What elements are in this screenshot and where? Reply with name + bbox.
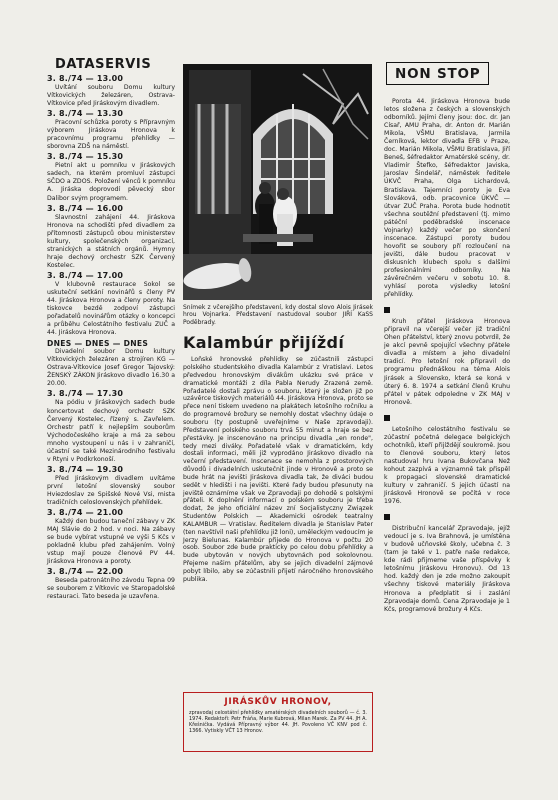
masthead-title: JIRÁSKŮV HRONOV, bbox=[224, 697, 332, 707]
schedule-entry bbox=[47, 508, 175, 566]
schedule-text: V klubovně restaurace Sokol se uskuteční setkání novinářů s členy PV 44. Jiráskova Hronova a členy poroty. Na tiskovce bezdě zodpoví zástupci pořadatelů novinářům otázky o koncepci a průběhu Celostátního festivalu ZUČ a 44. Jiráskova Hronova. bbox=[47, 280, 175, 337]
news-paragraph: Distribuční kancelář Zpravodaje, jejíž vedoucí je s. Iva Brahnová, je umístěna v budově učňovské školy, učebna č. 3 (tam je také v 1. patře naše redakce, kde rádi přijmeme vaše příspěvky k letošnímu Jiráskovu Hronovu). Od 13 hod. každý den je zde možno zakoupit všechny tiskové materiály Jiráskova Hronova a předplatit si i zaslání Zpravodaje domů. Cena Zpravodaje je 1 Kčs, programové brožury 4 Kčs. bbox=[384, 525, 510, 613]
schedule-entry bbox=[47, 389, 175, 463]
schedule-entry bbox=[47, 109, 175, 151]
schedule-text: Pietní akt u pomníku v Jiráskových sadech, na kterém promluví zástupci SČDO a ZDOS. Položení věnců k pomníku A. Jiráska doprovodí pěvecký sbor Dalibor svým programem. bbox=[47, 162, 175, 202]
schedule-entry bbox=[47, 74, 175, 108]
schedule-entry bbox=[47, 465, 175, 507]
schedule-time: 3. 8./74 — 21.00 bbox=[47, 508, 124, 518]
schedule-time: 3. 8./74 — 13.30 bbox=[47, 109, 124, 119]
left-column-dataservis bbox=[47, 58, 175, 601]
schedule-entry bbox=[47, 204, 175, 270]
schedule-entry bbox=[47, 567, 175, 601]
schedule-time: 3. 8./74 — 17.30 bbox=[47, 389, 124, 399]
nonstop-heading: NON STOP bbox=[386, 62, 489, 85]
schedule-time: 3. 8./74 — 17.00 bbox=[47, 270, 124, 280]
stage-photo bbox=[183, 64, 372, 300]
schedule-entry bbox=[47, 152, 175, 202]
middle-column bbox=[183, 64, 373, 584]
article-paragraph: Loňské hronovské přehlídky se zúčastnili zástupci polského studentského divadla Kalambúr z Vratislavi. Letos předvedou hronovským divákům ukázku své práce v dramatické montáži z díla Pabla Nerudy Zrazená země. Pořadatelé dostali zprávu o souboru, který je složen již po uzávěrce tiskových materiálů 44. Jiráskova Hronova, proto se přece není tiskem uvedeno na plakátech letošního ročníku a do programové brožury se nemohly dostat všechny údaje o souboru (ty postupně uveřejníme v Naše zpravodaji). Představení polského souboru trvá 55 minut a hraje se bez přestávky. Je inscenováno na principu divadla „en ronde", tedy mezi diváky. Pořadatelé však v dramatickém, kdy dostali informaci, měli již vyprodáno Jiráskovo divadlo na večerní představení. Inscenace se nemohla z prostorových důvodů i divadelních uskutečnit jinde v Hronově a proto se bude hrát na jevišti Jiráskova divadla tak, že diváci budou sedět v hledišti i na jevišti. Které řady budou přesunuty na jeviště oznámíme však ve Zpravodaji po dohodě s polskými přáteli. K doplnění informací o polském souboru je třeba dodat, že jeho oficiální název zní Socjalistyczny Związek Studentów Polskich — Akademicki ośrodek teatralny KALAMBUR — Vratislav. Ředitelem divadla je Stanislav Pater (ten navštívil naši přehlídku již loni), uměleckým vedoucím je Jerzy Bielunas. Kalambúr přijede do Hronova v počtu 20 osob. Soubor zde bude prakticky po celou dobu přehlídky a bude ubytován v nových ubytovnách pod sokolovnou. Přejeme našim přátelům, aby se jejich divadelní zájmové pobyt líbilo, aby se zúčastnili přijetí náročného hronovského publika. bbox=[183, 356, 373, 583]
news-paragraph: Letošního celostátního festivalu se zúčastní početná delegace belgických ochotníků, kteří přijíždějí soukromě. Jsou to členové souboru, který letos nastudoval hru Ivana Bukovčana Než kohout zazpívá a významně tak přispěl k propagaci slovenské dramatické kultury v zahraničí. S jejich účastí na Jiráskově Hronově se počítá v roce 1976. bbox=[384, 425, 510, 506]
masthead-box bbox=[183, 692, 373, 752]
schedule-time: 3. 8./74 — 22.00 bbox=[47, 567, 124, 577]
photo-caption: Snímek z včerejšího představení, kdy dostal slovo Alois Jirásek hrou Vojnarka. Představení nastudoval soubor JIŘÍ KaSS Poděbrady. bbox=[183, 304, 373, 326]
bullet-square-icon bbox=[384, 514, 390, 520]
dataservis-heading: DATASERVIS bbox=[55, 57, 152, 72]
stage-photo-illustration bbox=[183, 64, 372, 300]
schedule-text: Uvítání souboru Domu kultury Vítkovických železáren, Ostrava-Vítkovice před Jiráskovým divadlem. bbox=[47, 84, 175, 108]
article-title: Kalambúr přijíždí bbox=[183, 333, 345, 353]
news-paragraph: Kruh přátel Jiráskova Hronova připravil na včerejší večer již tradiční Ohen přátelství, který znovu potvrdil, že je akcí pevně spojující všechny přátele divadla a místem a jeho divadelní tradicí. Pro letošní rok připravil do programu přednáškou na téma Alois Jirásek a Slovensko, která se koná v úterý 6. 8. 1974 a setkání členů Kruhu přátel v pátek odpoledne v ZK MAJ v Hronově. bbox=[384, 318, 510, 406]
schedule-time: 3. 8./74 — 19.30 bbox=[47, 464, 124, 474]
right-column-nonstop bbox=[384, 58, 510, 614]
schedule-time: 3. 8./74 — 13.00 bbox=[47, 74, 124, 83]
bullet-square-icon bbox=[384, 415, 390, 421]
schedule-text: Pracovní schůzka poroty s Přípravným výborem Jiráskova Hronova k pracovnímu programu přehlídky — sborovna ZDŠ na náměstí. bbox=[47, 119, 175, 151]
news-paragraph: Porota 44. Jiráskova Hronova bude letos složena z českých a slovenských odborníků. Jejími členy jsou: doc. dr. Jan Císař, AMU Praha, dr. Anton dr. Marián Mikola, VŠMU Bratislava, Jarmila Černíková, lektor divadla EFB v Praze, doc. Marián Mikola, VŠMU Bratislava, Jiří Beneš, šéfredaktor Amatérské scény, dr. Vladimír Štefko, šéfredaktor Javiska, Jaroslav Šindelář, náměstek ředitele ÚKVČ Praha, Olga Lichardová, Bratislava. Tajemníci poroty je Eva Slováková, odb. pracovnice ÚKVČ — útvar ZUČ Praha. Porota bude hodnotit všechna soutěžní představení (tj. mimo pátéční poděbradské inscenace Vojnarky) každý večer po skončení inscenace. Zástupci poroty budou hovořit se soubory pří rozloučení na jevišti, dále budou pracovat v diskusních klubech spolu s dalšími profesionálními odborníky. Na závěrečném večeru v sobotu 10. 8. vyhlásí porota výsledky letošní přehlídky. bbox=[384, 98, 510, 299]
schedule-entry bbox=[47, 271, 175, 337]
masthead-text: zpravodaj celostátní přehlídky amatérských divadelních souborů — č. 3. 1974. Redaktoři: Petr Fráňa, Marie Kubrová, Milan Marek. Za PV 44. JH A. Křešnička. Vydává Přípravný výbor 44. JH. Povoleno VČ KNV pod č. 1366. Vytiskly VČT 13 Hronov. bbox=[189, 710, 367, 735]
schedule-text: Na pódiu v Jiráskových sadech bude koncertovat dechový orchestr SZK Červený Kostelec, řízený s. Zavřelem. Orchestr patří k nejlepším souborům Východočeského kraje a má za sebou mnoho vystoupení u nás i v zahraničí, účastní se také Mezinárodního festivalu v Rtyni v Podkrkonoší. bbox=[47, 399, 175, 463]
schedule-time: 3. 8./74 — 16.00 bbox=[47, 203, 124, 213]
schedule-text: Slavnostní zahájení 44. Jiráskova Hronova na schodišti před divadlem za přítomnosti zástupců obou ministerstev kultury, společenských organizací, stranických a státních orgánů. Hymny hraje dechový orchestr SZK Červený Kostelec. bbox=[47, 213, 175, 269]
schedule-text: Beseda patronátního závodu Tepna 09 se souborem z Vítkovic ve Staropadolské restauraci. Tato beseda je uzavřena. bbox=[47, 577, 175, 601]
schedule-time: 3. 8./74 — 15.30 bbox=[47, 152, 124, 162]
bullet-square-icon bbox=[384, 307, 390, 313]
schedule-text: Každý den budou taneční zábavy v ZK MAJ Slávie do 2 hod. v noci. Na zábavy se bude vybírat vstupné ve výši 5 Kčs v pokladně klubu před zahájením. Volný vstup mají pouze členové PV 44. Jiráskova Hronova a poroty. bbox=[47, 518, 175, 566]
dnes-text: Divadelní soubor Domu kultury Vítkovických železáren a strojíren KG — Ostrava-Vítkovice Josef Gregor Tajovský: ŽENSKÝ ZÁKON Jiráskovo divadlo 16.30 a 20.00. bbox=[47, 348, 175, 388]
dnes-heading: DNES — DNES — DNES bbox=[47, 339, 149, 349]
schedule-text: Před Jiráskovým divadlem uvítáme první letošní slovenský soubor Hviezdoslav ze Spišské Nové Vsi, mista tradičních celoslovenských přehlídek. bbox=[47, 474, 175, 506]
